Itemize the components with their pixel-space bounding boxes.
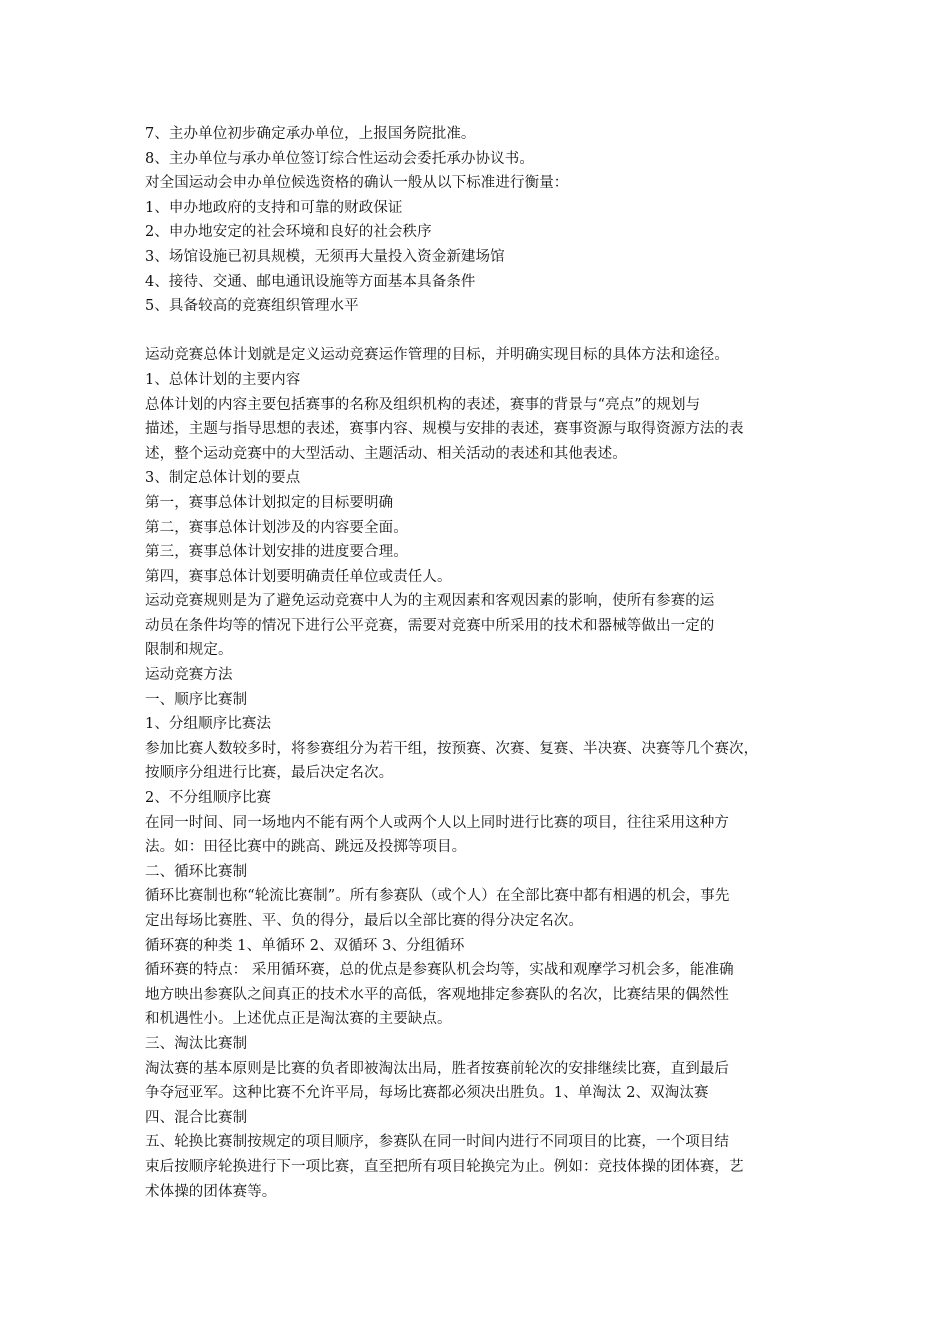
- text-line: 三、淘汰比赛制: [145, 1035, 248, 1052]
- text-line: 循环比赛制也称“轮流比赛制”。所有参赛队（或个人）在全部比赛中都有相遇的机会，事先: [145, 888, 730, 905]
- text-line: 五、轮换比赛制按规定的项目顺序，参赛队在同一时间内进行不同项目的比赛，一个项目结: [145, 1134, 729, 1151]
- document-body: [145, 122, 810, 1204]
- text-line: 动员在条件均等的情况下进行公平竞赛，需要对竞赛中所采用的技术和器械等做出一定的: [145, 617, 715, 634]
- text-line: 1、分组顺序比赛法: [145, 716, 272, 733]
- text-line: 总体计划的内容主要包括赛事的名称及组织机构的表述，赛事的背景与“亮点”的规划与: [145, 396, 701, 413]
- text-line: 和机遇性小。上述优点正是淘汰赛的主要缺点。: [145, 1011, 452, 1028]
- text-line: 按顺序分组进行比赛，最后决定名次。: [145, 765, 394, 782]
- blank-line: [145, 319, 810, 344]
- text-line: 8、主办单位与承办单位签订综合性运动会委托承办协议书。: [145, 150, 534, 167]
- text-line: 第三，赛事总体计划安排的进度要合理。: [145, 544, 408, 561]
- text-line: 法。如：田径比赛中的跳高、跳远及投掷等项目。: [145, 839, 467, 856]
- text-line: 四、混合比赛制: [145, 1109, 248, 1126]
- text-line: 3、制定总体计划的要点: [145, 470, 301, 487]
- text-line: 循环赛的特点： 采用循环赛，总的优点是参赛队机会均等，实战和观摩学习机会多，能准确: [145, 962, 734, 979]
- text-line: 第一，赛事总体计划拟定的目标要明确: [145, 494, 394, 511]
- text-line: 5、具备较高的竞赛组织管理水平: [145, 298, 359, 315]
- text-line: 束后按顺序轮换进行下一项比赛，直至把所有项目轮换完为止。例如：竞技体操的团体赛，艺: [145, 1158, 744, 1175]
- section-competition-plan: [145, 343, 810, 1204]
- text-line: 对全国运动会申办单位候选资格的确认一般从以下标准进行衡量：: [145, 175, 569, 192]
- text-line: 在同一时间、同一场地内不能有两个人或两个人以上同时进行比赛的项目，往往采用这种方: [145, 814, 729, 831]
- text-line: 二、循环比赛制: [145, 863, 248, 880]
- text-line: 一、顺序比赛制: [145, 691, 248, 708]
- text-line: 述，整个运动竞赛中的大型活动、主题活动、相关活动的表述和其他表述。: [145, 445, 627, 462]
- text-line: 4、接待、交通、邮电通讯设施等方面基本具备条件: [145, 273, 476, 290]
- text-line: 运动竞赛总体计划就是定义运动竞赛运作管理的目标，并明确实现目标的具体方法和途径。: [145, 347, 729, 364]
- text-line: 第二，赛事总体计划涉及的内容要全面。: [145, 519, 408, 536]
- text-line: 术体操的团体赛等。: [145, 1183, 277, 1200]
- text-line: 1、申办地政府的支持和可靠的财政保证: [145, 199, 403, 216]
- text-line: 限制和规定。: [145, 642, 233, 659]
- text-line: 参加比赛人数较多时，将参赛组分为若干组，按预赛、次赛、复赛、半决赛、决赛等几个赛次，: [145, 740, 759, 757]
- text-line: 第四，赛事总体计划要明确责任单位或责任人。: [145, 568, 452, 585]
- text-line: 淘汰赛的基本原则是比赛的负者即被淘汰出局，胜者按赛前轮次的安排继续比赛，直到最后: [145, 1060, 729, 1077]
- text-line: 描述，主题与指导思想的表述，赛事内容、规模与安排的表述，赛事资源与取得资源方法的表: [145, 421, 744, 438]
- text-line: 2、申办地安定的社会环境和良好的社会秩序: [145, 224, 432, 241]
- text-line: 运动竞赛规则是为了避免运动竞赛中人为的主观因素和客观因素的影响，使所有参赛的运: [145, 593, 715, 610]
- text-line: 地方映出参赛队之间真正的技术水平的高低，客观地排定参赛队的名次，比赛结果的偶然性: [145, 986, 729, 1003]
- text-line: 定出每场比赛胜、平、负的得分，最后以全部比赛的得分决定名次。: [145, 913, 583, 929]
- text-line: 循环赛的种类 1、单循环 2、双循环 3、分组循环: [145, 937, 465, 954]
- text-line: 7、主办单位初步确定承办单位，上报国务院批准。: [145, 126, 476, 142]
- text-line: 运动竞赛方法: [145, 667, 233, 684]
- text-line: 2、不分组顺序比赛: [145, 790, 272, 807]
- text-line: 3、场馆设施已初具规模，无须再大量投入资金新建场馆: [145, 248, 505, 265]
- text-line: 争夺冠亚军。这种比赛不允许平局，每场比赛都必须决出胜负。1、单淘汰 2、双淘汰赛: [145, 1085, 709, 1102]
- text-line: 1、总体计划的主要内容: [145, 371, 301, 388]
- section-bid-criteria: [145, 122, 810, 319]
